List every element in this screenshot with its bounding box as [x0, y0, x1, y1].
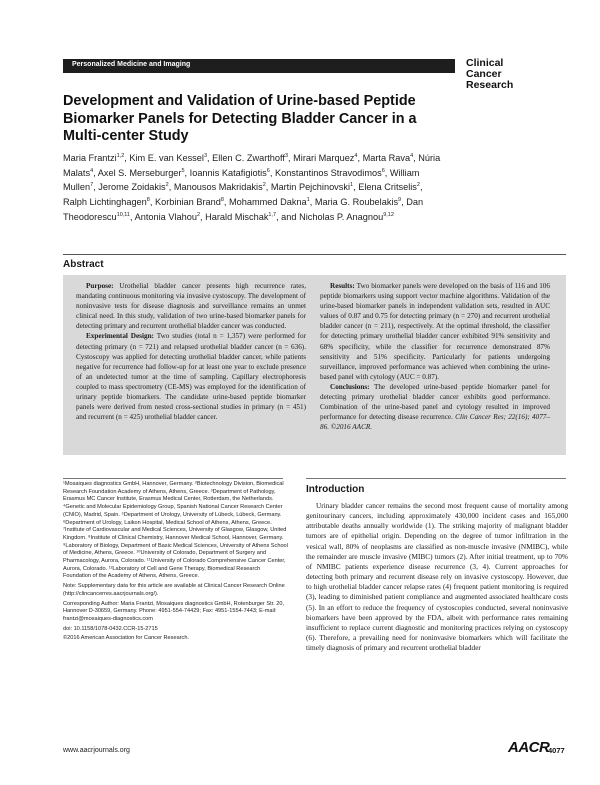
purpose-label: Purpose:: [86, 282, 114, 290]
author-affiliation-mark: 2: [416, 182, 420, 189]
author-list: Maria Frantzi$^{1,2}$, Kim E. van Kessel$^3$, Ellen C. Zwarthoff$^3$, Mirari Marquez$^4$, Marta Rava$^4$, Núria Malats$^4$, Axel S. Merseburger$^5$, Ioannis Katafigiotis$^6$, Konstantinos Stravodimos$^6$, William Mullen$^7$, Jerome Zoidakis$^2$, Manousos Makridakis$^2$, Martin Pejchinovski$^1$, Elena Critselis$^2$, Ralph Lichtinghagen$^8$, Korbinian Brand$^8$, Mohammed Dakna$^1$, Maria G. Roubelakis$^9$, Dan Theodorescu$^{10,11}$, Antonia Vlahou$^2$, Harald Mischak$^{1,7}$, and Nicholas P. Anagnou$^{9,12}$: [63, 153, 441, 222]
publisher-logo: AACR: [508, 739, 550, 756]
author: Kim E. van Kessel$^3$: [129, 153, 207, 164]
author: Martin Pejchinovski$^1$: [270, 182, 354, 193]
results-label: Results:: [330, 282, 355, 290]
author-affiliation-mark: 2: [165, 182, 169, 189]
journal-name: [466, 58, 566, 91]
author-affiliation-mark: 4: [354, 153, 358, 159]
abstract-conclusions: [320, 382, 550, 432]
abstract-heading: Abstract: [63, 259, 104, 270]
author: Korbinian Brand$^8$: [154, 196, 224, 208]
purpose-text: Urothelial bladder cancer presents high recurrence rates, mandating continuous monitoring via invasive cystoscopy. The development of noninvasive tests for disease diagnosis and surveillance remains an unmet clinical need. In this study, validation of two urine-based biomarker panels for detecting primary and recurrent urothelial bladder cancer was conducted.: [76, 282, 306, 331]
doi: doi: 10.1158/1078-0432.CCR-15-2715: [63, 625, 158, 632]
introduction-divider: [306, 478, 566, 479]
author-affiliation-mark: 2: [196, 211, 200, 218]
author-affiliation-mark: 8: [220, 196, 224, 203]
introduction-paragraph: Urinary bladder cancer remains the second most frequent cause of mortality among genitourinary cancers, including approximately 430,000 incident cases and 165,000 attributable deaths annually worldwide (1). The striking majority of malignant bladder tumors are of epithelial origin. Depending on the degree of tumor infiltration in the vesical wall, 80% of neoplasms are classified as non-muscle invasive (NMIBC), while the remainder are muscle invasive (MIBC) tumors (2). After initial treatment, up to 70% of NMIBC patients experience disease recurrence (3, 4). Current approaches for detecting both primary and recurrent disease rely on invasive cystoscopy. However, due to high urothelial bladder cancer relapse rates (4) frequent patient monitoring is required (3), leading to diminished patient compliance and augmented associated healthcare costs (5). In an effort to reduce the frequency of cystoscopies conducted, several noninvasive biomarkers have been approved by the FDA, albeit with performance rates remaining insufficient to replace current diagnostic and monitoring practices relying on cystoscopy (6). Therefore, a prevailing need for noninvasive biomarkers which will facilitate the timely diagnosis of primary and recurrent urothelial bladder: [306, 501, 568, 653]
author-affiliation-mark: 9,12: [383, 211, 394, 218]
abstract-design: [76, 331, 306, 422]
page-number: 4077: [548, 746, 565, 755]
author: Nicholas P. Anagnou$^{9,12}$: [299, 211, 394, 222]
author: Axel S. Merseburger$^5$: [97, 167, 185, 178]
author-affiliation-mark: 9: [398, 196, 402, 203]
author-affiliation-mark: 3: [284, 153, 289, 159]
author-affiliation-mark: 1: [350, 182, 354, 189]
author: Elena Critselis$^2$: [358, 182, 420, 193]
introduction-heading: Introduction: [306, 484, 365, 495]
design-label: Experimental Design:: [86, 332, 154, 341]
author-affiliation-mark: 7: [90, 182, 94, 189]
conclusions-label: Conclusions:: [330, 382, 370, 391]
author: Konstantinos Stravodimos$^6$: [274, 167, 385, 178]
corresponding-author: Corresponding Author: Maria Frantzi, Mosaiques diagnostics GmbH, Rotenburger Str. 20, Hannover D-30659, Germany. Phone: 4951-554-74429; Fax: 4951-1554-7443; E-mail: frantzi@mosaiques-diagnostics.com: [63, 600, 285, 622]
author-affiliation-mark: 5: [181, 167, 185, 174]
footer-url[interactable]: www.aacrjournals.org: [63, 747, 130, 754]
abstract-purpose: [76, 281, 306, 331]
section-label: Personalized Medicine and Imaging: [72, 61, 191, 68]
author: Ioannis Katafigiotis$^6$: [189, 167, 270, 178]
author: Jerome Zoidakis$^2$: [98, 182, 169, 193]
conclusions-text: The developed urine-based peptide biomarker panel for detecting primary urothelial bladder cancer exhibits good performance. Combination of the urine-based panel and cytology resulted in improved performance for detecting disease recurrence.: [320, 382, 551, 422]
article-title: Development and Validation of Urine-based Peptide Biomarker Panels for Detecting Bladder Cancer in a Multi-center Study: [63, 93, 417, 144]
author: Marta Rava$^4$: [362, 153, 414, 164]
author-affiliation-mark: 4: [90, 167, 94, 174]
author-affiliation-mark: 2: [262, 182, 266, 189]
citation: Clin Cancer Res; 22(16); 4077–86. ©2016 AACR.: [320, 413, 550, 432]
author: Núria Malats$^4$: [63, 153, 441, 178]
author: Mohammed Dakna$^1$: [229, 196, 310, 208]
supplementary-note: Note: Supplementary data for this article are available at Clinical Cancer Research Online (http://clincancerres.aacrjournals.org/).: [63, 583, 285, 597]
affiliations-text: ¹Mosaiques diagnostics GmbH, Hannover, Germany. ²Biotechnology Division, Biomedical Research Foundation Academy of Athens, Athens, Greece. ³Department of Pathology, Erasmus MC Cancer Institute, Erasmus Medical Center, Rotterdam, the Netherlands. ⁴Genetic and Molecular Epidemiology Group, Spanish National Cancer Research Center (CNIO), Madrid, Spain. ⁵Department of Urology, University of Lübeck, Lübeck, Germany. ⁶Department of Urology, Laikon Hospital, Medical School of Athens, Athens, Greece. ⁷Institute of Cardiovascular and Medical Sciences, University of Glasgow, Glasgow, United Kingdom. ⁸Institute of Clinical Chemistry, Hannover Medical School, Hannover, Germany. ⁹Laboratory of Biology, Department of Basic Medical Sciences, University of Athens School of Medicine, Athens, Greece. ¹⁰University of Colorado, Department of Surgery and Pharmacology, Aurora, Colorado. ¹¹University of Colorado Comprehensive Cancer Center, Aurora, Colorado. ¹²Laboratory of Cell and Gene Therapy, Biomedical Research Foundation of the Academy of Athens, Athens, Greece.: [63, 481, 288, 580]
author-affiliation-mark: 1,7: [268, 211, 277, 218]
author: Antonia Vlahou$^2$: [134, 211, 200, 222]
abstract-left-column: [76, 281, 306, 422]
affiliations-divider: [63, 478, 283, 479]
abstract-right-column: [320, 281, 550, 432]
copyright: ©2016 American Association for Cancer Research.: [63, 635, 190, 642]
journal-name-line: Cancer: [466, 68, 502, 80]
journal-name-line: Clinical: [466, 57, 504, 69]
results-text: Two biomarker panels were developed on the basis of 116 and 106 peptide biomarkers using support vector machine algorithms. Validation of the urine-based biomarker panels in independent validation sets, resulted in AUC values of 0.87 and 0.75 for detecting primary (n = 270) and recurrent urothelial bladder cancer (n = 211), respectively. At the optimal threshold, the classifier for detecting primary urothelial bladder cancer exhibited 91% sensitivity and 68% specificity, while the classifier for recurrence demonstrated 87% sensitivity and 51% specificity. Particularly for patients undergoing surveillance, improved performance was achieved when combining the urine-based panel with cytology (AUC = 0.87).: [320, 282, 550, 381]
author-affiliation-mark: 3: [203, 153, 207, 159]
affiliations-block: [63, 481, 289, 645]
journal-name-line: Research: [466, 79, 514, 91]
author-affiliation-mark: 6: [381, 167, 385, 174]
author: Ralph Lichtinghagen$^8$: [63, 196, 150, 208]
author: Dan Theodorescu$^{10,11}$: [63, 197, 424, 222]
author: Maria Frantzi$^{1,2}$: [63, 153, 125, 164]
author: Mirari Marquez$^4$: [293, 153, 358, 164]
author-affiliation-mark: 1: [306, 196, 310, 203]
author: William Mullen$^7$: [63, 167, 420, 193]
introduction-body: [306, 501, 568, 653]
abstract-results: [320, 281, 550, 382]
author: Ellen C. Zwarthoff$^3$: [212, 153, 289, 164]
author: Maria G. Roubelakis$^9$: [314, 196, 402, 208]
abstract-divider: [63, 254, 566, 255]
author-affiliation-mark: 8: [146, 196, 150, 203]
design-text: Two studies (total n = 1,357) were performed for detecting primary (n = 721) and relapsed urothelial bladder cancer (n = 636). Cystoscopy was applied for detecting urothelial bladder cancer, while patients negative for recurrence had follow-up for at least one year to exclude presence of an undetected tumor at the time of sampling. Capillary electrophoresis coupled to mass spectrometry (CE-MS) was employed for the identification of urinary peptide biomarkers. The candidate urine-based peptide biomarker panels were derived from nested cross-sectional studies in primary (n = 451) and recurrent (n = 425) urothelial bladder cancer.: [76, 332, 307, 422]
author-affiliation-mark: 4: [410, 153, 414, 159]
author-affiliation-mark: 1,2: [116, 153, 125, 159]
author-affiliation-mark: 10,11: [116, 211, 130, 218]
author: Manousos Makridakis$^2$: [173, 182, 266, 193]
author-affiliation-mark: 6: [266, 167, 270, 174]
author: Harald Mischak$^{1,7}$: [205, 211, 277, 222]
